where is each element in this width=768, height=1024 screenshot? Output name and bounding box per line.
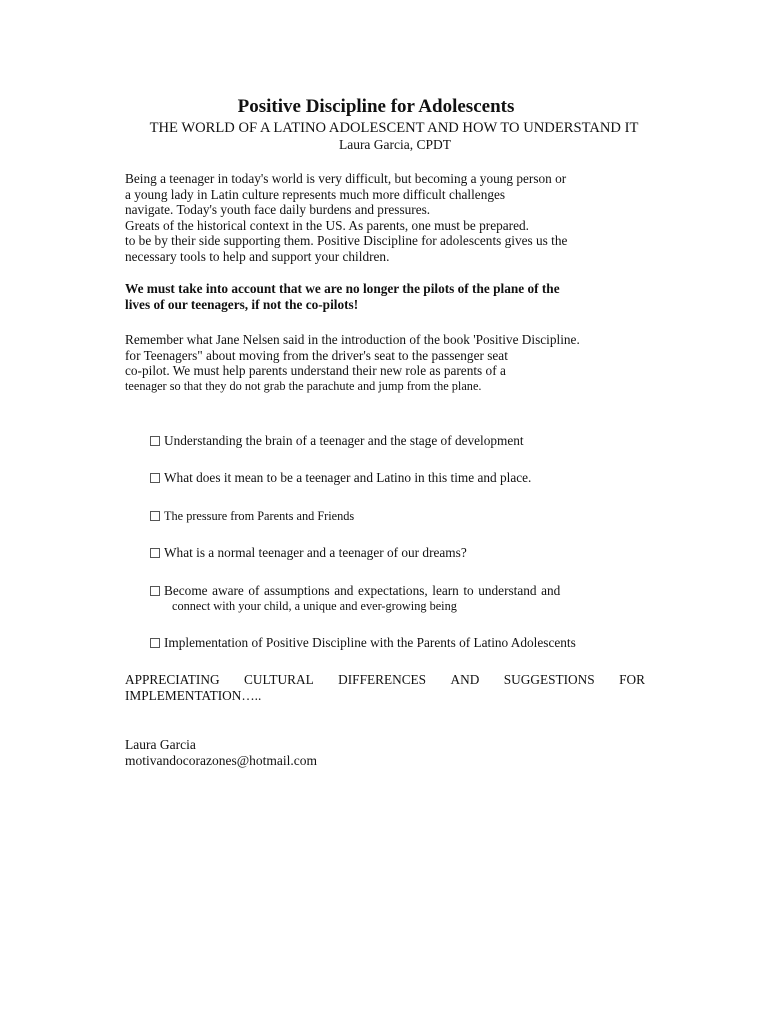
checkbox-bullet-icon <box>150 436 160 446</box>
closing-word: APPRECIATING <box>125 672 220 687</box>
list-item <box>150 545 467 561</box>
intro-paragraph <box>125 171 665 264</box>
closing-word: DIFFERENCES <box>338 672 427 687</box>
list-item <box>150 635 576 651</box>
closing-word: FOR <box>619 672 645 687</box>
closing-word: AND <box>450 672 480 687</box>
signature-email: motivandocorazones@hotmail.com <box>125 753 318 768</box>
intro-line: to be by their side supporting them. Positive Discipline for adolescents gives us the <box>125 233 568 248</box>
checkbox-bullet-icon <box>150 511 160 521</box>
list-item <box>150 470 531 486</box>
checkbox-bullet-icon <box>150 548 160 558</box>
author-credit: Laura Garcia, CPDT <box>338 137 452 152</box>
closing-word: CULTURAL <box>244 672 314 687</box>
quote-line: teenager so that they do not grab the parachute and jump from the plane. <box>125 378 482 393</box>
list-item-text: The pressure from Parents and Friends <box>164 509 355 523</box>
signature-name: Laura Garcia <box>125 737 196 752</box>
intro-line: a young lady in Latin culture represents much more difficult challenges <box>125 186 506 202</box>
intro-line: Greats of the historical context in the US. As parents, one must be prepared. <box>125 217 529 233</box>
list-item <box>150 508 354 524</box>
quote-line: co-pilot. We must help parents understand their new role as parents of a <box>125 363 506 378</box>
checkbox-bullet-icon <box>150 586 160 596</box>
list-item-text: Implementation of Positive Discipline with the Parents of Latino Adolescents <box>164 635 576 650</box>
intro-line: Being a teenager in today's world is very difficult, but becoming a young person or <box>125 171 567 186</box>
intro-line: necessary tools to help and support your children. <box>125 248 390 264</box>
checkbox-bullet-icon <box>150 473 160 483</box>
closing-heading <box>125 671 645 688</box>
intro-line: navigate. Today's youth face daily burdens and pressures. <box>125 202 431 217</box>
list-item-text: What is a normal teenager and a teenager of our dreams? <box>164 545 467 560</box>
list-item-continuation: connect with your child, a unique and ever-growing being <box>172 599 457 613</box>
list-item <box>150 583 560 614</box>
document-subtitle: THE WORLD OF A LATINO ADOLESCENT AND HOW TO UNDERSTAND IT <box>149 120 639 136</box>
closing-word: SUGGESTIONS <box>503 672 595 687</box>
closing-heading-tail: IMPLEMENTATION….. <box>125 688 262 703</box>
list-item-text: Understanding the brain of a teenager and the stage of development <box>164 433 524 448</box>
checkbox-bullet-icon <box>150 638 160 648</box>
quote-line: Remember what Jane Nelsen said in the introduction of the book 'Positive Discipline. <box>125 332 580 347</box>
quote-paragraph <box>125 332 665 394</box>
bold-line: We must take into account that we are no longer the pilots of the plane of the <box>125 281 560 296</box>
list-item <box>150 433 524 449</box>
quote-line: for Teenagers" about moving from the driver's seat to the passenger seat <box>125 347 508 363</box>
bold-line: lives of our teenagers, if not the co-pilots! <box>125 297 359 312</box>
list-item-text: Become aware of assumptions and expectations, learn to understand and <box>164 583 561 598</box>
signature-block <box>125 737 317 769</box>
document-title: Positive Discipline for Adolescents <box>237 96 515 117</box>
list-item-text: What does it mean to be a teenager and Latino in this time and place. <box>164 470 532 485</box>
bold-statement <box>125 281 665 313</box>
